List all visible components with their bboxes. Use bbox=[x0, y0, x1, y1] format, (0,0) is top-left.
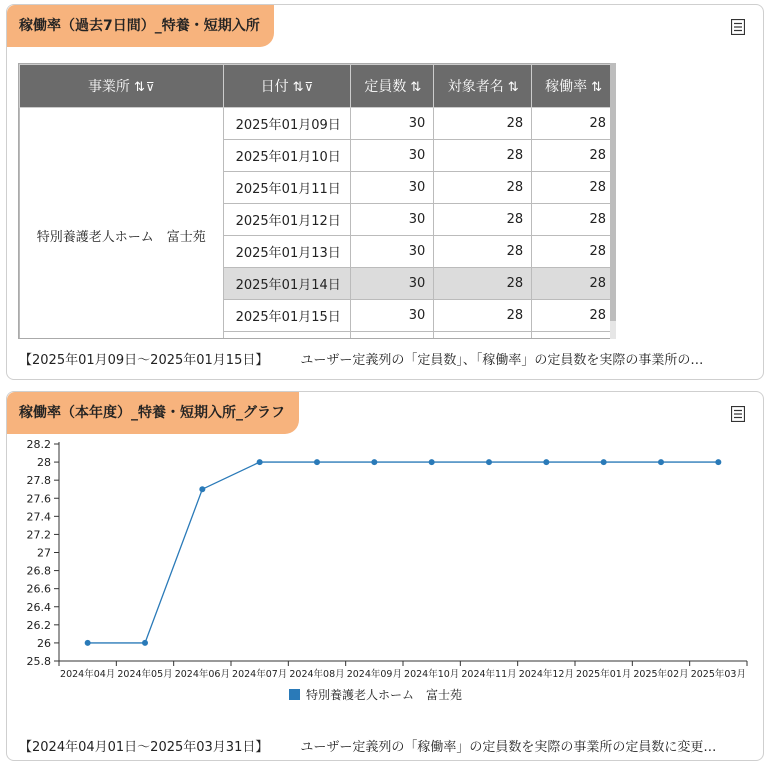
filter-icon[interactable]: ⊽ bbox=[145, 80, 155, 94]
x-tick-label: 2024年05月 bbox=[117, 669, 173, 680]
x-tick-label: 2024年11月 bbox=[461, 669, 517, 680]
y-tick-label: 27.2 bbox=[26, 528, 51, 542]
table-row[interactable] bbox=[20, 108, 615, 140]
date-cell: 2025年01月13日 bbox=[223, 236, 351, 268]
rate-cell: 28 bbox=[532, 204, 615, 236]
data-point bbox=[543, 459, 549, 465]
table-scrollbar[interactable] bbox=[610, 63, 616, 339]
capacity-cell: 30 bbox=[351, 204, 434, 236]
data-point bbox=[85, 640, 91, 646]
data-point bbox=[486, 459, 492, 465]
y-tick-label: 28 bbox=[37, 456, 51, 470]
sort-icon[interactable]: ⇅ bbox=[591, 80, 601, 95]
date-cell: 2025年01月12日 bbox=[223, 204, 351, 236]
target-cell: 28 bbox=[434, 300, 532, 332]
footer-note: ユーザー定義列の「定員数」、「稼働率」の定員数を実際の事業所の… bbox=[300, 353, 704, 368]
sort-icon[interactable]: ⇅ bbox=[133, 80, 144, 95]
target-cell: 28 bbox=[434, 268, 532, 300]
date-cell: 2025年01月11日 bbox=[223, 172, 351, 204]
occupancy-table-panel bbox=[6, 4, 764, 380]
capacity-cell: 30 bbox=[351, 236, 434, 268]
y-tick-label: 26.6 bbox=[26, 582, 51, 596]
y-tick-label: 27.8 bbox=[26, 474, 51, 488]
legend-label: 特別養護老人ホーム 富士苑 bbox=[306, 688, 463, 702]
legend-swatch bbox=[289, 689, 300, 700]
sort-icon[interactable]: ⇅ bbox=[507, 80, 518, 95]
y-tick-label: 26.4 bbox=[26, 600, 51, 614]
date-cell: 2025年01月10日 bbox=[223, 140, 351, 172]
capacity-cell: 30 bbox=[351, 268, 434, 300]
x-tick-label: 2025年01月 bbox=[576, 669, 632, 680]
target-cell: 28 bbox=[434, 236, 532, 268]
target-cell: 28 bbox=[434, 140, 532, 172]
capacity-cell: 30 bbox=[351, 108, 434, 140]
capacity-cell: 30 bbox=[351, 172, 434, 204]
column-header-capacity[interactable]: 定員数 ⇅ bbox=[351, 65, 434, 108]
target-cell: 28 bbox=[434, 108, 532, 140]
series-line bbox=[88, 462, 719, 643]
rate-cell: 28 bbox=[532, 268, 615, 300]
rate-cell: 28 bbox=[532, 236, 615, 268]
y-tick-label: 26.2 bbox=[26, 618, 51, 632]
scrollbar-thumb[interactable] bbox=[610, 63, 616, 321]
y-tick-label: 26.8 bbox=[26, 564, 51, 578]
column-header-target[interactable]: 対象者名 ⇅ bbox=[434, 65, 532, 108]
column-header-rate[interactable]: 稼働率 ⇅ bbox=[532, 65, 615, 108]
column-header-facility[interactable]: 事業所 ⇅ ⊽ bbox=[20, 65, 224, 108]
y-tick-label: 27.4 bbox=[26, 510, 51, 524]
facility-cell: 特別養護老人ホーム 富士苑 bbox=[20, 108, 224, 340]
capacity-cell: 30 bbox=[351, 300, 434, 332]
chart-legend[interactable] bbox=[289, 686, 462, 703]
x-tick-label: 2024年04月 bbox=[60, 669, 116, 680]
x-tick-label: 2024年10月 bbox=[404, 669, 460, 680]
rate-cell: 28 bbox=[532, 300, 615, 332]
rate-cell: 28 bbox=[532, 172, 615, 204]
date-cell: 2025年01月15日 bbox=[223, 300, 351, 332]
date-cell: 2025年01月14日 bbox=[223, 268, 351, 300]
x-tick-label: 2024年06月 bbox=[174, 669, 230, 680]
line-chart bbox=[7, 392, 763, 692]
panel-footer bbox=[19, 736, 747, 755]
x-tick-label: 2024年12月 bbox=[518, 669, 574, 680]
sort-icon[interactable]: ⇅ bbox=[410, 80, 421, 95]
x-tick-label: 2024年09月 bbox=[346, 669, 402, 680]
data-point bbox=[658, 459, 664, 465]
occupancy-chart-panel bbox=[6, 391, 764, 761]
x-tick-label: 2024年07月 bbox=[232, 669, 288, 680]
panel-title: 稼働率（本年度）_特養・短期入所_グラフ bbox=[7, 392, 299, 434]
data-point bbox=[601, 459, 607, 465]
y-tick-label: 26 bbox=[37, 636, 51, 650]
x-tick-label: 2025年02月 bbox=[633, 669, 689, 680]
y-tick-label: 28.2 bbox=[26, 438, 51, 451]
data-point bbox=[257, 459, 263, 465]
data-point bbox=[314, 459, 320, 465]
x-tick-label: 2025年03月 bbox=[690, 669, 746, 680]
footer-note: ユーザー定義列の「稼働率」の定員数を実際の事業所の定員数に変更… bbox=[300, 740, 717, 755]
footer-date-range: 【2025年01月09日～2025年01月15日】 bbox=[19, 353, 269, 368]
y-tick-label: 27 bbox=[37, 546, 51, 560]
capacity-cell: 30 bbox=[351, 140, 434, 172]
rate-cell: 28 bbox=[532, 108, 615, 140]
column-header-date[interactable]: 日付 ⇅ ⊽ bbox=[223, 65, 351, 108]
data-point bbox=[715, 459, 721, 465]
list-menu-icon[interactable] bbox=[731, 19, 745, 35]
y-tick-label: 25.8 bbox=[26, 655, 51, 668]
data-table bbox=[18, 63, 616, 339]
date-cell: 2025年01月09日 bbox=[223, 108, 351, 140]
sort-icon[interactable]: ⇅ bbox=[292, 80, 303, 95]
panel-footer bbox=[19, 349, 747, 368]
target-cell: 28 bbox=[434, 172, 532, 204]
target-cell: 28 bbox=[434, 204, 532, 236]
x-tick-label: 2024年08月 bbox=[289, 669, 345, 680]
y-tick-label: 27.6 bbox=[26, 492, 51, 506]
data-point bbox=[142, 640, 148, 646]
footer-date-range: 【2024年04月01日～2025年03月31日】 bbox=[19, 740, 269, 755]
data-point bbox=[371, 459, 377, 465]
data-point bbox=[199, 486, 205, 492]
panel-title: 稼働率（過去7日間）_特養・短期入所 bbox=[7, 5, 274, 47]
data-point bbox=[429, 459, 435, 465]
rate-cell: 28 bbox=[532, 140, 615, 172]
filter-icon[interactable]: ⊽ bbox=[304, 80, 314, 94]
